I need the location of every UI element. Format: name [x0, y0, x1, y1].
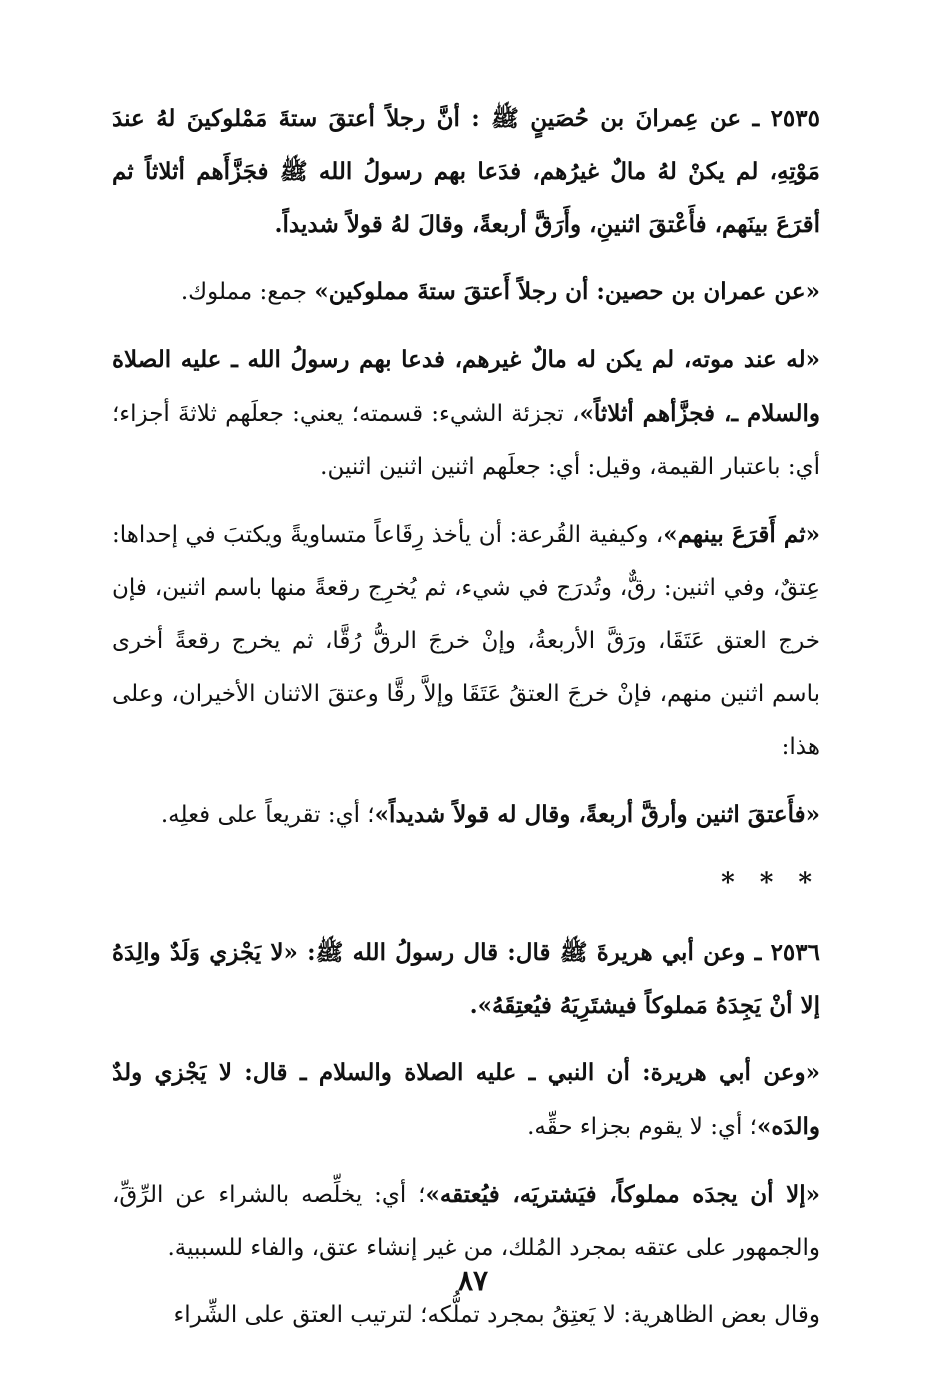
commentary-4	[112, 788, 820, 842]
page-number: ٨٧	[457, 1264, 489, 1297]
hadith-2536-intro: ٢٥٣٦ ـ وعن أبي هريرةَ ﷺ قال: قال رسولُ الله ﷺ:	[307, 939, 820, 966]
commentary-2-quote: «له عند موته، لم يكن له مالٌ غيرهم، فدعا بهم رسولُ الله ـ عليه الصلاة والسلام ـ، فجزَّأهم أثلاثاً»	[112, 346, 820, 427]
section-separator: * * *	[721, 868, 820, 898]
commentary-5-quote: «وعن أبي هريرة: أن النبي ـ عليه الصلاة والسلام ـ قال: لا يَجْزي ولدٌ والدَه»	[112, 1059, 820, 1140]
commentary-2	[112, 333, 820, 494]
commentary-3-quote: «ثم أَقرَعَ بينهم»	[663, 521, 820, 548]
commentary-6	[112, 1168, 820, 1275]
commentary-1-text: جمع: مملوك.	[180, 279, 315, 305]
commentary-4-quote: «فأَعتقَ اثنين وأرقَّ أربعةً، وقال له قولاً شديداً»	[374, 801, 820, 828]
commentary-6-quote: «إلا أن يجدَه مملوكاً، فيَشتريَه، فيُعتقه»	[425, 1181, 820, 1208]
hadith-2535	[112, 92, 820, 251]
commentary-5-text: ؛ أي: لا يقوم بجزاء حقِّه.	[527, 1114, 757, 1140]
commentary-3-text: ، وكيفية القُرعة: أن يأخذ رِقَاعاً متساويةً ويكتبَ في إحداها: عِتقٌ، وفي اثنين: رقٌّ، وتُدرَج في شيء، ثم يُخرِج رقعةً منها باسم اثنين، فإن خرج العتق عَتَقَا، ورَقَّ الأربعةُ، وإنْ خرجَ الرقُّ رُقَّا، ثم يخرج رقعةً أخرى باسم اثنين منهم، فإنْ خرجَ العتقُ عَتَقَا وإلاَّ رقَّا وعتقَ الاثنان الأخيران، وعلى هذا:	[112, 522, 820, 760]
hadith-2536-text: «لا يَجْزي وَلَدٌ والِدَهُ إلا أنْ يَجِدَهُ مَملوكاً فيشتَرِيَهُ فيُعتِقَهُ».	[112, 939, 820, 1019]
commentary-5	[112, 1046, 820, 1154]
page-body	[112, 92, 820, 1342]
commentary-7-text: وقال بعض الظاهرية: لا يَعتِقُ بمجرد تملُّكه؛ لترتيب العتق على الشِّراء	[173, 1302, 820, 1328]
commentary-2-text: ، تجزئة الشيء: قسمته؛ يعني: جعلَهم ثلاثةَ أجزاء؛ أي: باعتبار القيمة، وقيل: أي: جعلَهم اثنين اثنين اثنين.	[112, 401, 820, 480]
commentary-4-text: ؛ أي: تقريعاً على فعلِه.	[160, 802, 375, 828]
hadith-2535-text: ٢٥٣٥ ـ عن عِمرانَ بن حُصَينٍ ﷺ : أنَّ رجلاً أعتقَ ستةَ مَمْلوكينَ لهُ عندَ مَوْتِهِ، لم يكنْ لهُ مالٌ غيرُهم، فدَعا بهم رسولُ الله ﷺ فجَزَّأَهم أثلاثاً ثم أقرَعَ بينَهم، فأَعْتقَ اثنينِ، وأَرَقَّ أربعةً، وقالَ لهُ قولاً شديداً.	[112, 105, 820, 238]
commentary-6-text: ؛ أي: يخلِّصه بالشراء عن الرِّقِّ، والجمهور على عتقه بمجرد المُلك، من غير إنشاء عتق، والفاء للسببية.	[112, 1182, 820, 1261]
commentary-1	[112, 265, 820, 319]
commentary-1-quote: «عن عمران بن حصين: أن رجلاً أَعتقَ ستةَ مملوكين»	[314, 278, 820, 305]
hadith-2536	[112, 926, 820, 1032]
commentary-3	[112, 508, 820, 774]
